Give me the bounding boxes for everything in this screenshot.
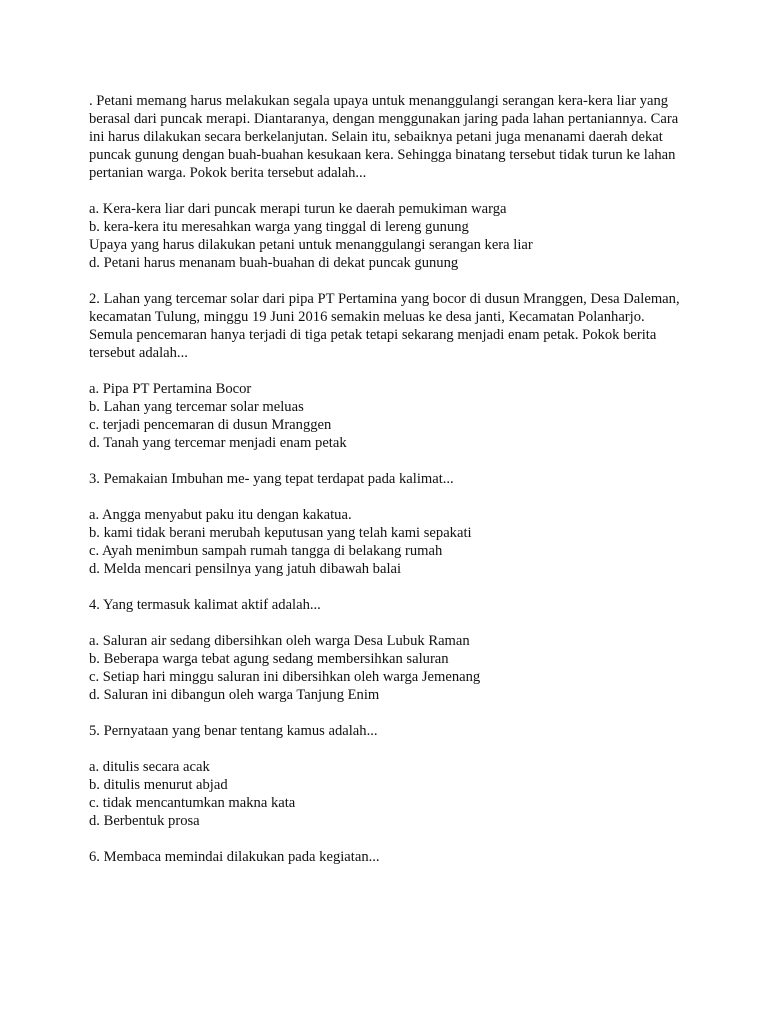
option-b: b. kera-kera itu meresahkan warga yang tinggal di lereng gunung [89, 219, 469, 235]
option-d: d. Petani harus menanam buah-buahan di dekat puncak gunung [89, 255, 459, 271]
option-b: b. Beberapa warga tebat agung sedang membersihkan saluran [89, 651, 449, 667]
question-text: 2. Lahan yang tercemar solar dari pipa PT Pertamina yang bocor di dusun Mranggen, Desa Daleman, kecamatan Tulung, minggu 19 Juni 2016 semakin meluas ke desa janti, Kecamatan Polanharjo. Semula pencemaran hanya terjadi di tiga petak tetapi sekarang menjadi enam petak. Pokok berita tersebut adalah... [89, 291, 680, 361]
question-4 [89, 596, 689, 704]
question-text: . Petani memang harus melakukan segala upaya untuk menanggulangi serangan kera-kera liar yang berasal dari puncak merapi. Diantaranya, dengan menggunakan jaring pada lahan pertaniannya. Cara ini harus dilakukan secara berkelanjutan. Selain itu, sebaiknya petani juga menanami daerah dekat puncak gunung dengan buah-buahan kesukaan kera. Sehingga binatang tersebut tidak turun ke lahan pertanian warga. Pokok berita tersebut adalah... [89, 93, 679, 181]
option-a: a. Kera-kera liar dari puncak merapi turun ke daerah pemukiman warga [89, 201, 507, 217]
question-1 [89, 92, 689, 272]
option-d: d. Melda mencari pensilnya yang jatuh dibawah balai [89, 561, 402, 577]
option-b: b. Lahan yang tercemar solar meluas [89, 399, 304, 415]
document-page [89, 92, 689, 884]
question-2 [89, 290, 689, 452]
question-text: 5. Pernyataan yang benar tentang kamus adalah... [89, 723, 378, 739]
option-a: a. ditulis secara acak [89, 759, 210, 775]
option-a: a. Saluran air sedang dibersihkan oleh warga Desa Lubuk Raman [89, 633, 470, 649]
option-list [89, 632, 689, 704]
question-text: 3. Pemakaian Imbuhan me- yang tepat terdapat pada kalimat... [89, 471, 454, 487]
option-list [89, 380, 689, 452]
option-c: c. Ayah menimbun sampah rumah tangga di belakang rumah [89, 543, 443, 559]
option-c: Upaya yang harus dilakukan petani untuk menanggulangi serangan kera liar [89, 237, 533, 253]
option-b: b. kami tidak berani merubah keputusan yang telah kami sepakati [89, 525, 472, 541]
option-list [89, 506, 689, 578]
option-c: c. tidak mencantumkan makna kata [89, 795, 296, 811]
option-d: d. Tanah yang tercemar menjadi enam petak [89, 435, 347, 451]
question-text: 6. Membaca memindai dilakukan pada kegiatan... [89, 849, 380, 865]
option-list [89, 758, 689, 830]
question-3 [89, 470, 689, 578]
option-c: c. Setiap hari minggu saluran ini dibersihkan oleh warga Jemenang [89, 669, 481, 685]
question-text: 4. Yang termasuk kalimat aktif adalah... [89, 597, 321, 613]
option-b: b. ditulis menurut abjad [89, 777, 228, 793]
option-d: d. Saluran ini dibangun oleh warga Tanjung Enim [89, 687, 380, 703]
question-6 [89, 848, 689, 866]
option-a: a. Angga menyabut paku itu dengan kakatua. [89, 507, 352, 523]
option-d: d. Berbentuk prosa [89, 813, 200, 829]
option-a: a. Pipa PT Pertamina Bocor [89, 381, 252, 397]
question-5 [89, 722, 689, 830]
option-c: c. terjadi pencemaran di dusun Mranggen [89, 417, 332, 433]
option-list [89, 200, 689, 272]
